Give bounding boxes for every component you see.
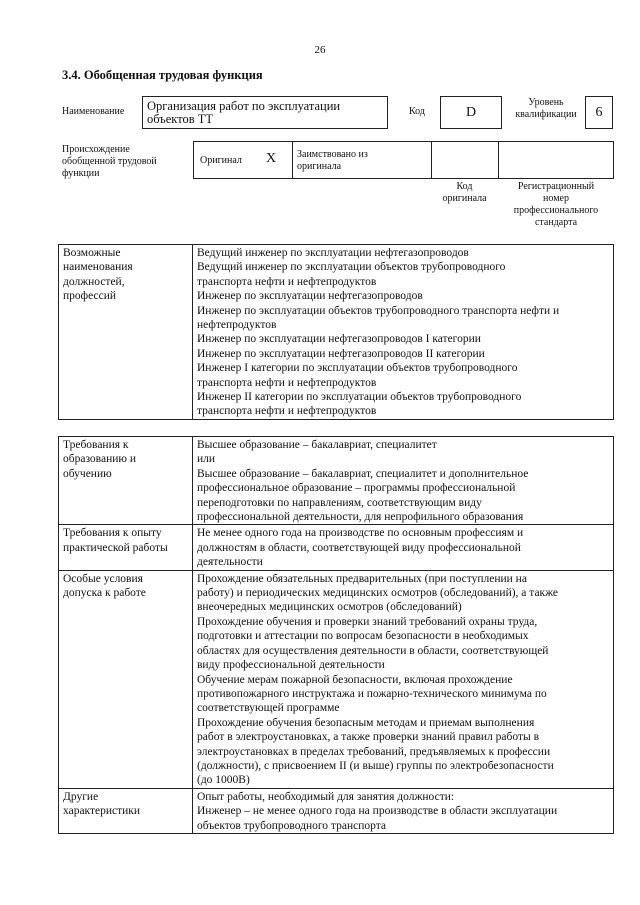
text-line: транспорта нефти и нефтепродуктов — [197, 275, 377, 288]
positions-table — [58, 244, 614, 420]
label-line: должностей, — [63, 275, 125, 288]
text-line: Инженер II категории по эксплуатации объектов трубопроводного — [197, 391, 522, 404]
table-row — [59, 788, 614, 833]
code-original-line: Код — [456, 181, 473, 192]
origin-label-line: Происхождение — [62, 144, 130, 155]
code-label: Код — [409, 106, 425, 117]
table-row — [59, 245, 614, 420]
text-line: (должности), с присвоением II (и выше) группы по электробезопасности — [197, 759, 554, 772]
text-line: Инженер по эксплуатации нефтегазопроводов I категории — [197, 333, 481, 346]
name-value-line: Организация работ по эксплуатации — [147, 99, 341, 113]
label-line: Требования к — [63, 439, 129, 451]
text-line: нефтепродуктов — [197, 319, 277, 332]
text-line: Инженер I категории по эксплуатации объектов трубопроводного — [197, 362, 518, 375]
label-line: практической работы — [63, 541, 168, 554]
level-label-line: Уровень — [528, 97, 564, 108]
code-original-line: оригинала — [442, 193, 487, 204]
label-line: обучению — [63, 467, 112, 480]
name-value-box — [142, 96, 388, 129]
experience-label-cell — [59, 525, 193, 570]
reg-number-line: профессионального — [513, 205, 599, 216]
level-label-line: квалификации — [515, 109, 577, 120]
text-line: деятельности — [197, 556, 263, 569]
code-original-caption — [431, 181, 498, 205]
name-label: Наименование — [62, 106, 125, 117]
label-line: Особые условия — [63, 572, 143, 585]
label-line: Требования к опыту — [63, 527, 162, 540]
label-line: Другие — [63, 790, 99, 803]
page-number: 26 — [314, 44, 326, 56]
label-line: образованию и — [63, 453, 136, 466]
table-row — [59, 570, 614, 788]
text-line: электроустановках в пределах требований, предъявляемых к профессии — [197, 745, 551, 758]
text-line: работу) и периодических медицинских осмотров (обследований), а также — [197, 587, 559, 600]
requirements-table — [58, 436, 614, 834]
text-line: Ведущий инженер по эксплуатации нефтегазопроводов — [197, 247, 469, 259]
positions-label-cell — [59, 245, 193, 420]
education-content-cell — [193, 437, 614, 525]
text-line: работ в электроустановках, а также проверки знаний правил работы в — [197, 731, 540, 744]
original-label: Оригинал — [200, 155, 242, 166]
text-line: Инженер по эксплуатации нефтегазопроводов — [197, 290, 423, 303]
table-row — [59, 437, 614, 525]
origin-label-line: функции — [62, 168, 100, 179]
text-line: Опыт работы, необходимый для занятия должности: — [197, 790, 455, 803]
special-conditions-content-cell — [193, 570, 614, 788]
text-line: переподготовки по направлениям, соответствующим виду — [197, 496, 482, 509]
label-line: характеристики — [63, 805, 141, 818]
reg-number-caption — [498, 181, 614, 229]
label-line: допуска к работе — [63, 587, 146, 600]
text-line: (до 1000В) — [197, 774, 250, 787]
text-line: или — [197, 453, 216, 466]
text-line: должностям в области, соответствующей виду профессиональной — [197, 541, 521, 554]
text-line: Высшее образование – бакалавриат, специалитет — [197, 439, 437, 451]
borrowed-label-line: Заимствовано из — [297, 149, 368, 160]
level-value-box: 6 — [585, 96, 613, 129]
code-value-box: D — [440, 96, 502, 129]
name-value-line: объектов ТТ — [147, 112, 214, 126]
text-line: объектов трубопроводного транспорта — [197, 819, 386, 832]
text-line: соответствующей программе — [197, 702, 340, 715]
text-line: Не менее одного года на производстве по основным профессиям и — [197, 527, 524, 540]
label-line: наименования — [63, 261, 133, 274]
reg-number-line: Регистрационный — [517, 181, 595, 192]
text-line: профессиональное образование – программы профессиональной — [197, 482, 516, 495]
table-row — [59, 525, 614, 570]
text-line: Инженер – не менее одного года на производстве в области эксплуатации — [197, 805, 558, 818]
text-line: Высшее образование – бакалавриат, специалитет и дополнительное — [197, 467, 529, 480]
text-line: Инженер по эксплуатации объектов трубопроводного транспорта нефти и — [197, 304, 560, 317]
other-characteristics-label-cell — [59, 788, 193, 833]
education-label-cell — [59, 437, 193, 525]
borrowed-label — [297, 149, 368, 173]
text-line: Инженер по эксплуатации нефтегазопроводов II категории — [197, 347, 485, 360]
origin-label-line: обобщенной трудовой — [62, 156, 157, 167]
origin-box — [193, 141, 614, 179]
text-line: противопожарного инструктажа и пожарно-технического минимума по — [197, 687, 547, 700]
positions-content-cell — [193, 245, 614, 420]
label-line: профессий — [63, 290, 117, 303]
experience-content-cell — [193, 525, 614, 570]
text-line: внеочередных медицинских осмотров (обследований) — [197, 601, 462, 614]
reg-number-line: номер — [543, 193, 569, 204]
section-title: 3.4. Обобщенная трудовая функция — [62, 68, 263, 82]
text-line: профессиональной деятельности, для непрофильного образования — [197, 511, 524, 524]
text-line: виду профессиональной деятельности — [197, 659, 385, 672]
other-characteristics-content-cell — [193, 788, 614, 833]
origin-label — [62, 144, 157, 180]
text-line: Обучение мерам пожарной безопасности, включая прохождение — [197, 673, 513, 686]
level-label — [506, 97, 586, 121]
reg-number-line: стандарта — [534, 217, 578, 228]
original-mark: X — [266, 151, 277, 166]
special-conditions-label-cell — [59, 570, 193, 788]
text-line: Прохождение обучения и проверки знаний требований охраны труда, — [197, 615, 538, 628]
text-line: Ведущий инженер по эксплуатации объектов трубопроводного — [197, 261, 506, 274]
text-line: подготовки и аттестации по вопросам безопасности в необходимых — [197, 630, 529, 643]
label-line: Возможные — [63, 247, 121, 259]
text-line: Прохождение обязательных предварительных (при поступлении на — [197, 572, 527, 585]
text-line: транспорта нефти и нефтепродуктов — [197, 405, 377, 418]
borrowed-label-line: оригинала — [297, 161, 342, 172]
text-line: транспорта нефти и нефтепродуктов — [197, 376, 377, 389]
text-line: Прохождение обучения безопасным методам и приемам выполнения — [197, 716, 535, 729]
text-line: областях для осуществления деятельности в области, соответствующей — [197, 644, 549, 657]
